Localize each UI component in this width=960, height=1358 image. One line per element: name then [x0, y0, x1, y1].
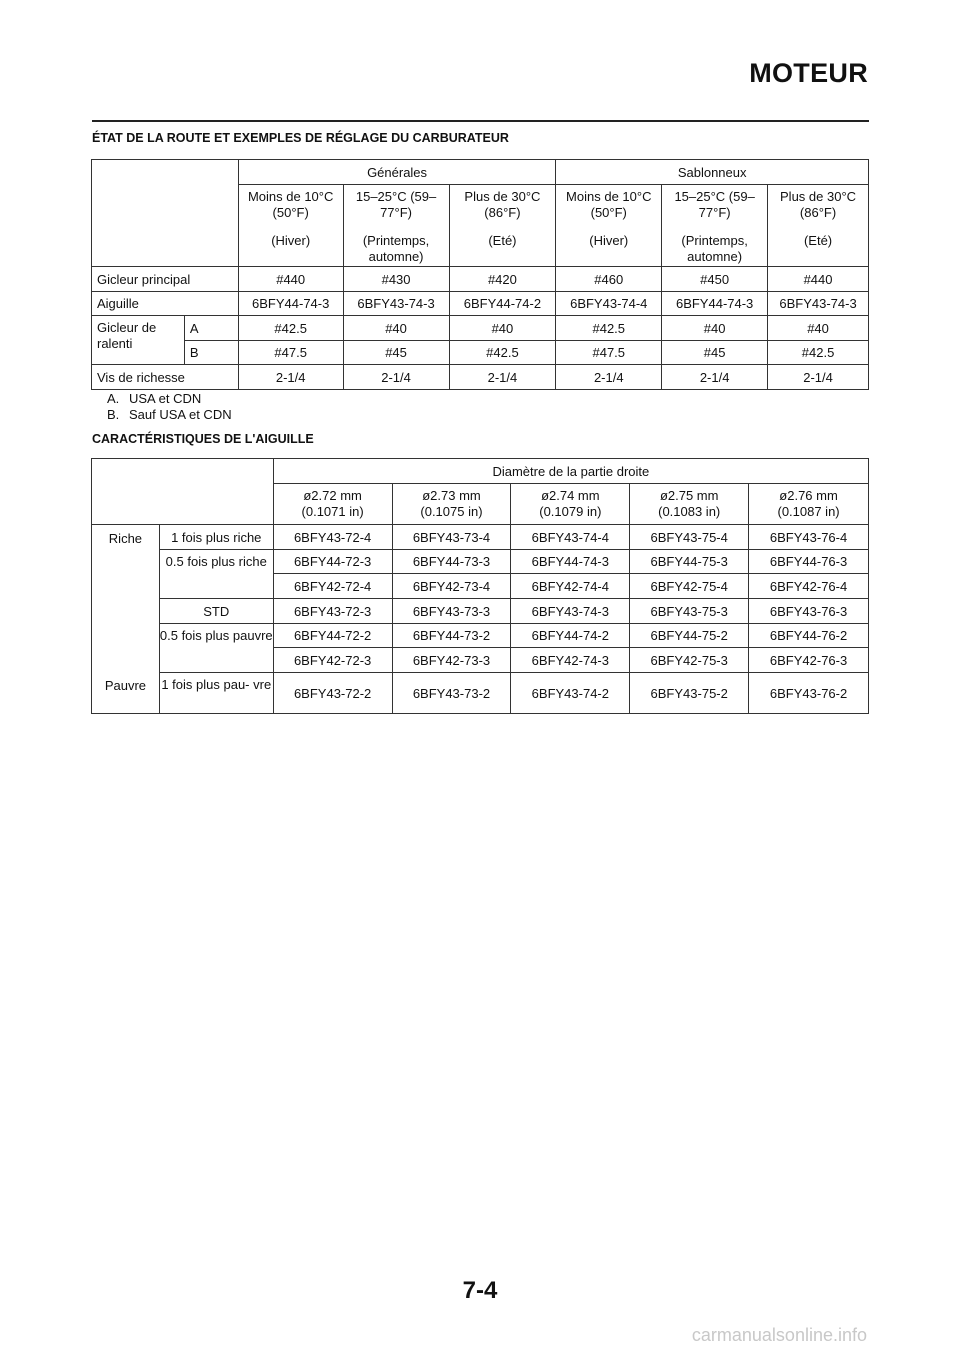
table-cell: #45: [343, 341, 449, 365]
table-cell: 2-1/4: [343, 365, 449, 390]
note-b: [107, 407, 232, 423]
table-cell: #42.5: [768, 341, 869, 365]
row-pilot-jet-a: [92, 316, 869, 341]
group-header-sablonneux: Sablonneux: [556, 160, 869, 185]
table-cell: #40: [449, 316, 556, 341]
table-cell: 2-1/4: [768, 365, 869, 390]
section-heading-carburetor-settings: ÉTAT DE LA ROUTE ET EXEMPLES DE RÉGLAGE DU CARBURATEUR: [92, 131, 509, 145]
row-label: Gicleur principal: [92, 267, 239, 292]
condition-header: 15–25°C (59– 77°F) (Printemps, automne): [662, 185, 768, 267]
table-cell: 6BFY43-74-4: [556, 292, 662, 316]
note-text: USA et CDN: [129, 391, 202, 406]
table-cell: 6BFY44-72-2: [273, 624, 392, 648]
table-cell: 6BFY43-76-3: [749, 599, 869, 624]
table-cell: 6BFY42-73-3: [392, 648, 511, 673]
diameter-header: ø2.72 mm (0.1071 in): [273, 484, 392, 525]
table-cell: 6BFY44-74-2: [449, 292, 556, 316]
row-main-jet: [92, 267, 869, 292]
table-cell: 6BFY44-73-3: [392, 550, 511, 574]
row-label: Vis de richesse: [92, 365, 239, 390]
corner-cell: [92, 459, 274, 525]
table-cell: 6BFY43-76-4: [749, 525, 869, 550]
row-label: Gicleur de ralenti: [92, 316, 185, 365]
table-cell: 6BFY43-72-2: [273, 673, 392, 714]
needle-row-lean-half-a: [92, 624, 869, 648]
needle-row-rich-1: [92, 525, 869, 550]
table-cell: 6BFY43-73-3: [392, 599, 511, 624]
scale-label-lean: Pauvre: [104, 678, 147, 693]
table-cell: 6BFY42-73-4: [392, 574, 511, 599]
group-header-generales: Générales: [238, 160, 556, 185]
table-cell: 6BFY44-76-3: [749, 550, 869, 574]
table-cell: #440: [768, 267, 869, 292]
table-cell: 6BFY43-74-4: [511, 525, 630, 550]
condition-header: 15–25°C (59– 77°F) (Printemps, automne): [343, 185, 449, 267]
table-cell: 6BFY43-75-4: [630, 525, 749, 550]
table-cell: 6BFY44-72-3: [273, 550, 392, 574]
condition-header: Plus de 30°C (86°F) (Eté): [768, 185, 869, 267]
table-cell: 6BFY44-74-3: [511, 550, 630, 574]
table-notes: [107, 391, 232, 423]
condition-header: Moins de 10°C (50°F) (Hiver): [556, 185, 662, 267]
note-a: [107, 391, 232, 407]
table-cell: 6BFY44-74-3: [662, 292, 768, 316]
table-cell: 6BFY43-76-2: [749, 673, 869, 714]
table-cell: 6BFY43-72-3: [273, 599, 392, 624]
scale-label-rich: Riche: [108, 531, 143, 546]
needle-row-lean-1: [92, 673, 869, 714]
diameter-header: ø2.76 mm (0.1087 in): [749, 484, 869, 525]
table-cell: #40: [343, 316, 449, 341]
note-key: A.: [107, 391, 120, 406]
table-cell: #420: [449, 267, 556, 292]
table-cell: 6BFY42-74-4: [511, 574, 630, 599]
table-cell: 6BFY42-74-3: [511, 648, 630, 673]
table-cell: #45: [662, 341, 768, 365]
row-pilot-screw: [92, 365, 869, 390]
table-cell: 6BFY42-72-4: [273, 574, 392, 599]
page-number: 7-4: [462, 1277, 498, 1304]
table-cell: 6BFY42-72-3: [273, 648, 392, 673]
table-cell: 6BFY42-76-3: [749, 648, 869, 673]
diameter-header: ø2.75 mm (0.1083 in): [630, 484, 749, 525]
table-cell: #42.5: [449, 341, 556, 365]
note-key: B.: [107, 407, 120, 422]
note-text: Sauf USA et CDN: [129, 407, 232, 422]
table-cell: #42.5: [238, 316, 343, 341]
row-needle: [92, 292, 869, 316]
rich-lean-scale: [92, 525, 160, 714]
section-heading-needle-characteristics: CARACTÉRISTIQUES DE L'AIGUILLE: [92, 432, 314, 446]
table-cell: 6BFY44-75-2: [630, 624, 749, 648]
table-cell: #430: [343, 267, 449, 292]
table-cell: 6BFY44-75-3: [630, 550, 749, 574]
row-label: 1 fois plus riche: [159, 525, 273, 550]
table-cell: 2-1/4: [556, 365, 662, 390]
table-cell: #450: [662, 267, 768, 292]
row-label: 1 fois plus pau- vre: [159, 673, 273, 714]
row-label: 0.5 fois plus riche: [159, 550, 273, 599]
table-cell: 2-1/4: [238, 365, 343, 390]
table-cell: #47.5: [556, 341, 662, 365]
table-cell: 6BFY43-75-3: [630, 599, 749, 624]
table-cell: 6BFY43-74-3: [511, 599, 630, 624]
row-sublabel: A: [184, 316, 238, 341]
diameter-header: ø2.73 mm (0.1075 in): [392, 484, 511, 525]
table-cell: 6BFY42-76-4: [749, 574, 869, 599]
table-cell: 6BFY43-72-4: [273, 525, 392, 550]
condition-header: Moins de 10°C (50°F) (Hiver): [238, 185, 343, 267]
table-cell: #47.5: [238, 341, 343, 365]
row-sublabel: B: [184, 341, 238, 365]
diameter-header: ø2.74 mm (0.1079 in): [511, 484, 630, 525]
table-cell: 6BFY43-73-4: [392, 525, 511, 550]
group-header-diameter: Diamètre de la partie droite: [273, 459, 868, 484]
title-rule: [92, 120, 869, 122]
table-cell: 2-1/4: [449, 365, 556, 390]
table-cell: 6BFY42-75-4: [630, 574, 749, 599]
condition-header: Plus de 30°C (86°F) (Eté): [449, 185, 556, 267]
row-label: 0.5 fois plus pauvre: [159, 624, 273, 673]
corner-cell: [92, 160, 239, 267]
watermark: carmanualsonline.info: [691, 1325, 867, 1345]
table-cell: 6BFY43-74-3: [768, 292, 869, 316]
row-label: Aiguille: [92, 292, 239, 316]
row-label: STD: [159, 599, 273, 624]
row-pilot-jet-b: [92, 341, 869, 365]
needle-row-std: [92, 599, 869, 624]
table-cell: 6BFY43-74-3: [343, 292, 449, 316]
table-cell: 6BFY44-73-2: [392, 624, 511, 648]
needle-characteristics-table: [91, 458, 869, 714]
table-cell: 6BFY44-74-2: [511, 624, 630, 648]
table-cell: 6BFY43-75-2: [630, 673, 749, 714]
table-cell: #40: [768, 316, 869, 341]
table-cell: #42.5: [556, 316, 662, 341]
carburetor-settings-table: [91, 159, 869, 390]
table-cell: 6BFY44-76-2: [749, 624, 869, 648]
table-cell: 6BFY44-74-3: [238, 292, 343, 316]
table-cell: 6BFY42-75-3: [630, 648, 749, 673]
table-cell: #440: [238, 267, 343, 292]
table-cell: 6BFY43-74-2: [511, 673, 630, 714]
table-cell: 2-1/4: [662, 365, 768, 390]
page-title: MOTEUR: [749, 58, 868, 88]
needle-row-rich-half-a: [92, 550, 869, 574]
table-cell: #460: [556, 267, 662, 292]
table-cell: 6BFY43-73-2: [392, 673, 511, 714]
table-cell: #40: [662, 316, 768, 341]
